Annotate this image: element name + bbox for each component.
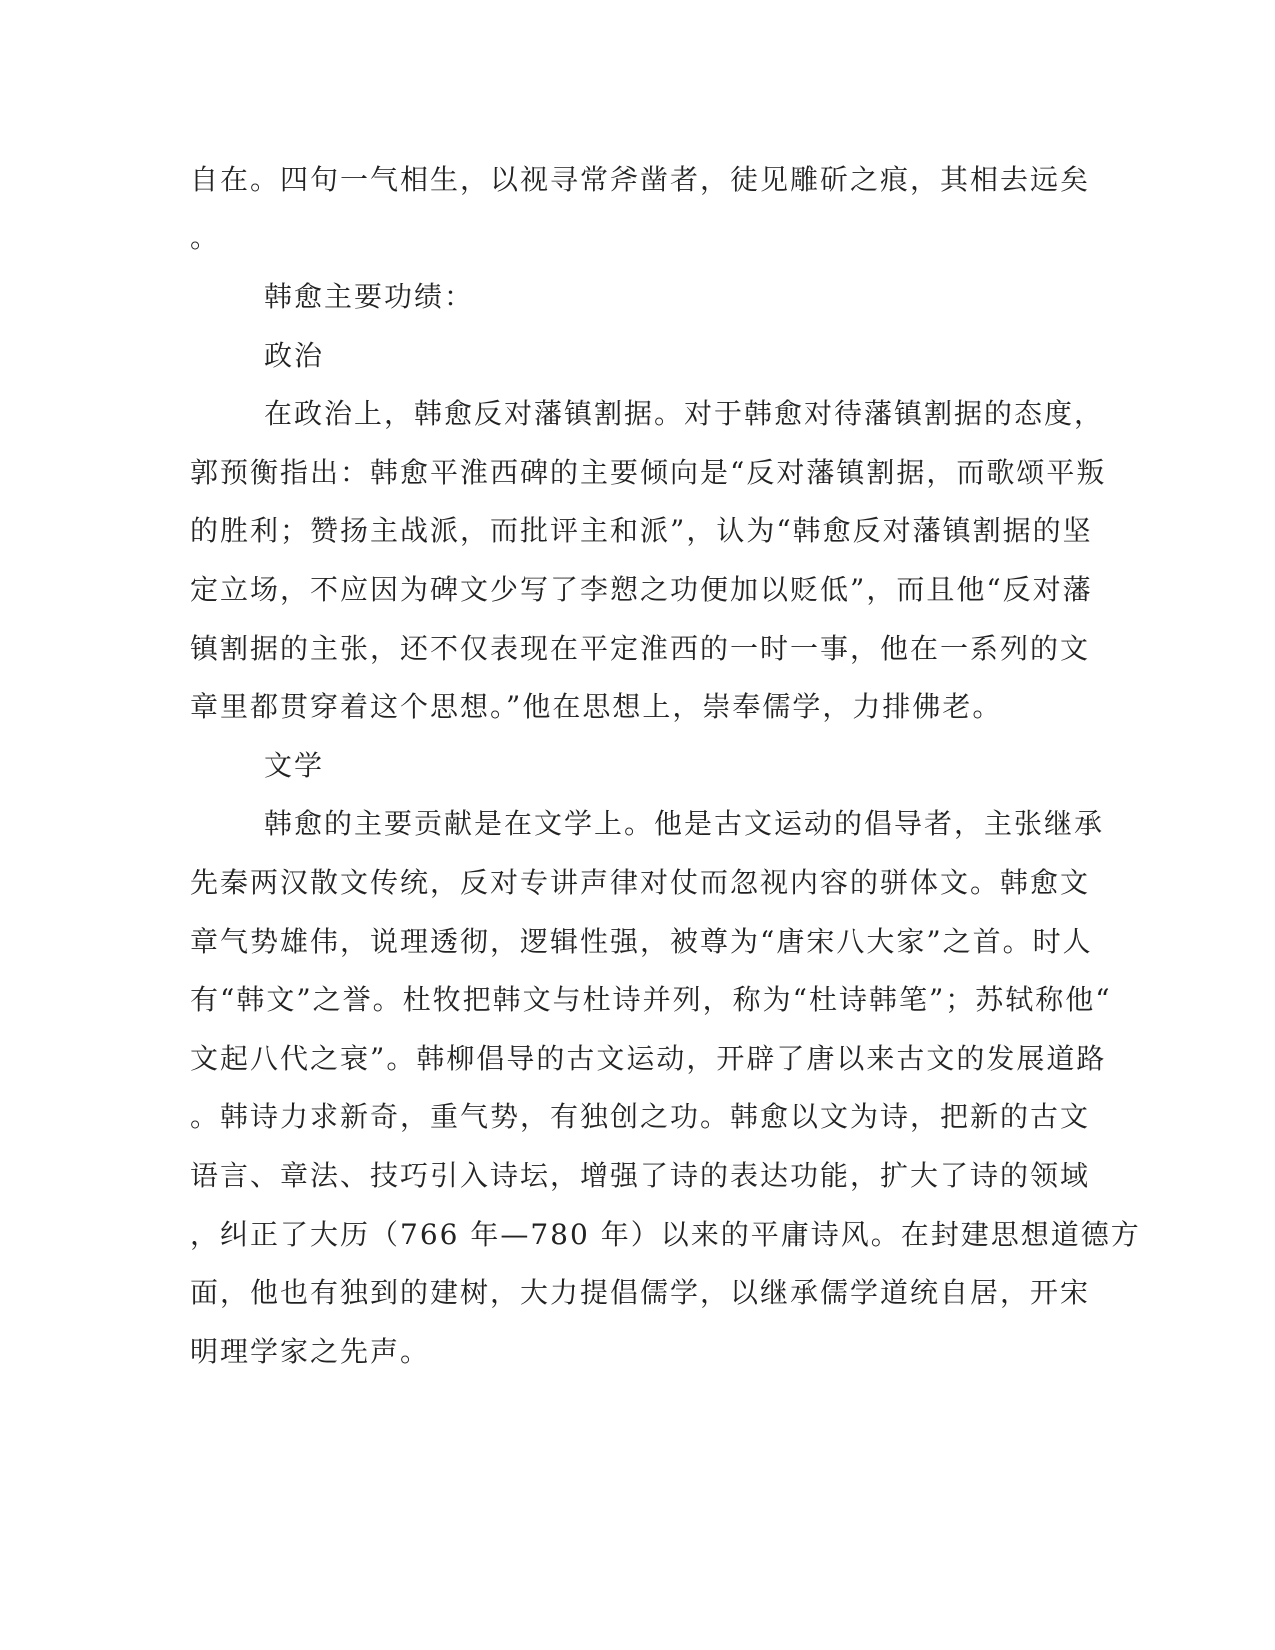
section-heading: 文学 (264, 749, 325, 782)
text-line: 语言、章法、技巧引入诗坛，增强了诗的表达功能，扩大了诗的领域 (190, 1159, 1091, 1192)
text-line: 章气势雄伟，说理透彻，逻辑性强，被尊为“唐宋八大家”之首。时人 (190, 925, 1093, 958)
text-line: 文起八代之衰”。韩柳倡导的古文运动，开辟了唐以来古文的发展道路 (190, 1042, 1107, 1075)
text-line: 面，他也有独到的建树，大力提倡儒学，以继承儒学道统自居，开宋 (190, 1276, 1091, 1309)
text-line: 郭预衡指出：韩愈平淮西碑的主要倾向是“反对藩镇割据，而歌颂平叛 (190, 456, 1107, 489)
text-line: 韩愈的主要贡献是在文学上。他是古文运动的倡导者，主张继承 (264, 807, 1105, 840)
text-line: 章里都贯穿着这个思想。”他在思想上，崇奉儒学，力排佛老。 (190, 690, 1003, 723)
text-line: ，纠正了大历（766 年—780 年）以来的平庸诗风。在封建思想道德方 (190, 1218, 1141, 1251)
section-heading: 韩愈主要功绩： (264, 280, 475, 313)
text-line: 先秦两汉散文传统，反对专讲声律对仗而忽视内容的骈体文。韩愈文 (190, 866, 1091, 899)
text-line: 镇割据的主张，还不仅表现在平定淮西的一时一事，他在一系列的文 (190, 632, 1091, 665)
text-line: 的胜利；赞扬主战派，而批评主和派”，认为“韩愈反对藩镇割据的坚 (190, 514, 1093, 547)
text-line: 明理学家之先声。 (190, 1335, 431, 1368)
text-line: 自在。四句一气相生，以视寻常斧凿者，徒见雕斫之痕，其相去远矣 (190, 163, 1091, 196)
text-line: 有“韩文”之誉。杜牧把韩文与杜诗并列，称为“杜诗韩笔”；苏轼称他“ (190, 983, 1112, 1016)
text-line: 。 (190, 221, 221, 254)
text-line: 在政治上，韩愈反对藩镇割据。对于韩愈对待藩镇割据的态度， (264, 397, 1105, 430)
section-heading: 政治 (264, 339, 325, 372)
text-line: 。韩诗力求新奇，重气势，有独创之功。韩愈以文为诗，把新的古文 (190, 1100, 1091, 1133)
text-line: 定立场，不应因为碑文少写了李愬之功便加以贬低”，而且他“反对藩 (190, 573, 1093, 606)
